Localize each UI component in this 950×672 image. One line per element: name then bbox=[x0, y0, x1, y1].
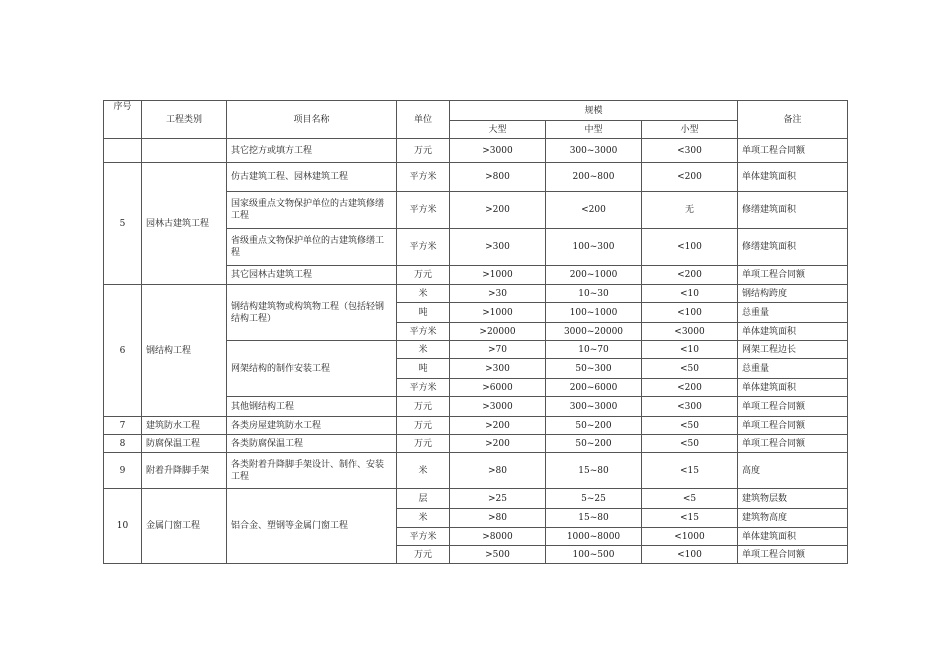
large-cell: >8000 bbox=[450, 528, 546, 546]
medium-cell: 15~80 bbox=[546, 453, 642, 489]
small-cell: <50 bbox=[642, 435, 738, 453]
medium-cell: 15~80 bbox=[546, 509, 642, 528]
seq-cell: 10 bbox=[104, 489, 142, 564]
medium-cell: 50~200 bbox=[546, 417, 642, 435]
remark-cell: 建筑物层数 bbox=[738, 489, 848, 509]
remark-cell: 修缮建筑面积 bbox=[738, 229, 848, 266]
unit-cell: 平方米 bbox=[397, 528, 450, 546]
medium-cell: 100~1000 bbox=[546, 303, 642, 323]
medium-cell: 50~300 bbox=[546, 359, 642, 379]
medium-cell: 200~800 bbox=[546, 163, 642, 192]
medium-cell: 300~3000 bbox=[546, 139, 642, 163]
large-cell: >300 bbox=[450, 359, 546, 379]
project-name: 其它挖方或填方工程 bbox=[227, 139, 397, 163]
unit-cell: 万元 bbox=[397, 546, 450, 564]
project-name: 钢结构建筑物或构筑物工程（包括轻钢结构工程） bbox=[227, 285, 397, 341]
medium-cell: 1000~8000 bbox=[546, 528, 642, 546]
unit-cell: 平方米 bbox=[397, 379, 450, 397]
remark-cell: 高度 bbox=[738, 453, 848, 489]
medium-cell: 200~6000 bbox=[546, 379, 642, 397]
header-medium: 中型 bbox=[546, 121, 642, 139]
remark-cell: 单项工程合同额 bbox=[738, 417, 848, 435]
header-remark: 备注 bbox=[738, 101, 848, 139]
unit-cell: 米 bbox=[397, 285, 450, 303]
seq-cell: 7 bbox=[104, 417, 142, 435]
small-cell: <100 bbox=[642, 546, 738, 564]
unit-cell: 万元 bbox=[397, 417, 450, 435]
header-scale: 规模 bbox=[450, 101, 738, 121]
large-cell: >3000 bbox=[450, 397, 546, 417]
table-row bbox=[104, 417, 848, 435]
medium-cell: 10~70 bbox=[546, 341, 642, 359]
small-cell: <100 bbox=[642, 303, 738, 323]
large-cell: >70 bbox=[450, 341, 546, 359]
remark-cell: 单项工程合同额 bbox=[738, 546, 848, 564]
category-cell: 园林古建筑工程 bbox=[142, 163, 227, 285]
table-row bbox=[104, 435, 848, 453]
header-unit: 单位 bbox=[397, 101, 450, 139]
project-name: 其它园林古建筑工程 bbox=[227, 266, 397, 285]
unit-cell: 平方米 bbox=[397, 163, 450, 192]
small-cell: <10 bbox=[642, 341, 738, 359]
unit-cell: 万元 bbox=[397, 139, 450, 163]
project-name: 省级重点文物保护单位的古建筑修缮工程 bbox=[227, 229, 397, 266]
small-cell: <10 bbox=[642, 285, 738, 303]
large-cell: >300 bbox=[450, 229, 546, 266]
large-cell: >200 bbox=[450, 417, 546, 435]
medium-cell: 200~1000 bbox=[546, 266, 642, 285]
small-cell: <300 bbox=[642, 139, 738, 163]
remark-cell: 建筑物高度 bbox=[738, 509, 848, 528]
small-cell: <50 bbox=[642, 359, 738, 379]
small-cell: <1000 bbox=[642, 528, 738, 546]
remark-cell: 单体建筑面积 bbox=[738, 163, 848, 192]
large-cell: >25 bbox=[450, 489, 546, 509]
unit-cell: 万元 bbox=[397, 435, 450, 453]
header-large: 大型 bbox=[450, 121, 546, 139]
medium-cell: 50~200 bbox=[546, 435, 642, 453]
seq-cell: 6 bbox=[104, 285, 142, 417]
header-seq: 序号 bbox=[104, 101, 142, 139]
remark-cell: 总重量 bbox=[738, 359, 848, 379]
large-cell: >80 bbox=[450, 453, 546, 489]
large-cell: >800 bbox=[450, 163, 546, 192]
category-cell: 附着升降脚手架 bbox=[142, 453, 227, 489]
remark-cell: 单体建筑面积 bbox=[738, 379, 848, 397]
medium-cell: 100~300 bbox=[546, 229, 642, 266]
project-name: 各类防腐保温工程 bbox=[227, 435, 397, 453]
unit-cell: 层 bbox=[397, 489, 450, 509]
small-cell: <15 bbox=[642, 509, 738, 528]
project-name: 网架结构的制作安装工程 bbox=[227, 341, 397, 397]
project-name: 仿古建筑工程、园林建筑工程 bbox=[227, 163, 397, 192]
medium-cell: 5~25 bbox=[546, 489, 642, 509]
small-cell: 无 bbox=[642, 192, 738, 229]
small-cell: <300 bbox=[642, 397, 738, 417]
table-row bbox=[104, 163, 848, 192]
project-name: 铝合金、塑钢等金属门窗工程 bbox=[227, 489, 397, 564]
seq-cell: 8 bbox=[104, 435, 142, 453]
unit-cell: 万元 bbox=[397, 266, 450, 285]
table-row bbox=[104, 139, 848, 163]
unit-cell: 平方米 bbox=[397, 192, 450, 229]
unit-cell: 平方米 bbox=[397, 323, 450, 341]
unit-cell: 吨 bbox=[397, 303, 450, 323]
category-cell: 金属门窗工程 bbox=[142, 489, 227, 564]
large-cell: >80 bbox=[450, 509, 546, 528]
remark-cell: 单项工程合同额 bbox=[738, 266, 848, 285]
project-name: 国家级重点文物保护单位的古建筑修缮工程 bbox=[227, 192, 397, 229]
remark-cell: 单项工程合同额 bbox=[738, 397, 848, 417]
project-name: 其他钢结构工程 bbox=[227, 397, 397, 417]
category-cell: 防腐保温工程 bbox=[142, 435, 227, 453]
small-cell: <5 bbox=[642, 489, 738, 509]
medium-cell: 300~3000 bbox=[546, 397, 642, 417]
small-cell: <15 bbox=[642, 453, 738, 489]
medium-cell: 100~500 bbox=[546, 546, 642, 564]
header-category: 工程类别 bbox=[142, 101, 227, 139]
remark-cell: 单体建筑面积 bbox=[738, 323, 848, 341]
small-cell: <3000 bbox=[642, 323, 738, 341]
remark-cell: 网架工程边长 bbox=[738, 341, 848, 359]
small-cell: <100 bbox=[642, 229, 738, 266]
large-cell: >3000 bbox=[450, 139, 546, 163]
large-cell: >200 bbox=[450, 435, 546, 453]
medium-cell: 10~30 bbox=[546, 285, 642, 303]
unit-cell: 米 bbox=[397, 341, 450, 359]
remark-cell: 单项工程合同额 bbox=[738, 139, 848, 163]
small-cell: <50 bbox=[642, 417, 738, 435]
table-row bbox=[104, 453, 848, 489]
large-cell: >20000 bbox=[450, 323, 546, 341]
small-cell: <200 bbox=[642, 379, 738, 397]
unit-cell: 吨 bbox=[397, 359, 450, 379]
remark-cell: 单项工程合同额 bbox=[738, 435, 848, 453]
seq-cell: 9 bbox=[104, 453, 142, 489]
small-cell: <200 bbox=[642, 266, 738, 285]
unit-cell: 万元 bbox=[397, 397, 450, 417]
small-cell: <200 bbox=[642, 163, 738, 192]
header-small: 小型 bbox=[642, 121, 738, 139]
large-cell: >1000 bbox=[450, 266, 546, 285]
large-cell: >30 bbox=[450, 285, 546, 303]
large-cell: >500 bbox=[450, 546, 546, 564]
unit-cell: 米 bbox=[397, 509, 450, 528]
category-cell: 钢结构工程 bbox=[142, 285, 227, 417]
remark-cell: 总重量 bbox=[738, 303, 848, 323]
project-name: 各类附着升降脚手架设计、制作、安装工程 bbox=[227, 453, 397, 489]
unit-cell: 米 bbox=[397, 453, 450, 489]
engineering-scale-table bbox=[103, 100, 848, 564]
table-row bbox=[104, 285, 848, 303]
header-project: 项目名称 bbox=[227, 101, 397, 139]
remark-cell: 修缮建筑面积 bbox=[738, 192, 848, 229]
table-row bbox=[104, 489, 848, 509]
unit-cell: 平方米 bbox=[397, 229, 450, 266]
project-name: 各类房屋建筑防水工程 bbox=[227, 417, 397, 435]
seq-cell: 5 bbox=[104, 163, 142, 285]
remark-cell: 单体建筑面积 bbox=[738, 528, 848, 546]
large-cell: >200 bbox=[450, 192, 546, 229]
large-cell: >1000 bbox=[450, 303, 546, 323]
large-cell: >6000 bbox=[450, 379, 546, 397]
remark-cell: 钢结构跨度 bbox=[738, 285, 848, 303]
category-cell: 建筑防水工程 bbox=[142, 417, 227, 435]
medium-cell: 3000~20000 bbox=[546, 323, 642, 341]
medium-cell: <200 bbox=[546, 192, 642, 229]
